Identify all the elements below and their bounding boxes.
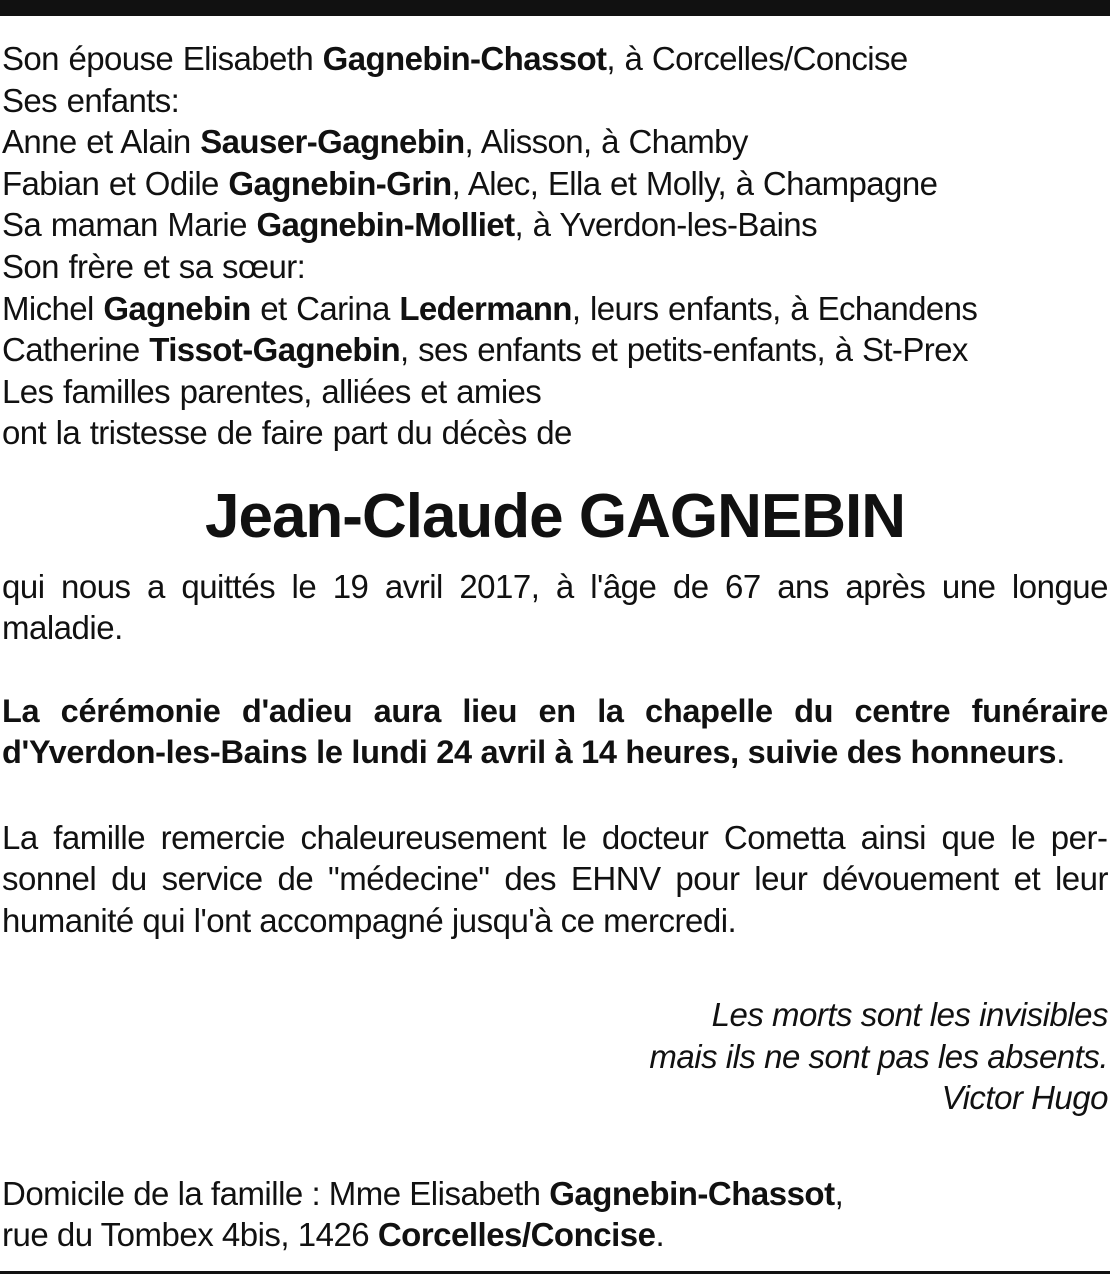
passing-text: qui nous a quittés le 19 avril 2017, à l'âge de 67 ans après une longue maladie.	[2, 567, 1108, 647]
family-line-spouse: Son épouse Elisabeth Gagnebin-Chassot, à Corcelles/Concise	[2, 40, 908, 77]
family-list	[2, 38, 1108, 454]
deceased-name: Jean-Claude GAGNEBIN	[204, 481, 906, 551]
top-rule	[0, 0, 1110, 16]
family-line-sister: Catherine Tissot-Gagnebin, ses enfants et petits-enfants, à St-Prex	[2, 331, 968, 369]
family-line-child-anne: Anne et Alain Sauser-Gagnebin, Alisson, à Chamby	[2, 123, 748, 161]
domicile	[2, 1173, 1108, 1256]
family-line-announcement: ont la tristesse de faire part du décès de	[2, 414, 572, 452]
ceremony-text: La cérémonie d'adieu aura lieu en la chapelle du centre funéraire d'Yverdon-les-Bains le lundi 24 avril à 14 heures, suivie des honneurs.	[2, 692, 1108, 771]
family-line-mother: Sa maman Marie Gagnebin-Molliet, à Yverdon-les-Bains	[2, 206, 817, 244]
quote-line-1: Les morts sont les invisibles	[711, 996, 1108, 1034]
family-line-relatives: Les familles parentes, alliées et amies	[2, 372, 542, 410]
domicile-line-2: rue du Tombex 4bis, 1426 Corcelles/Concise.	[2, 1216, 665, 1254]
thanks-text: La famille remercie chaleureusement le docteur Cometta ainsi que le personnel du service de "médecine" des EHNV pour leur dévouement et leur humanité qui l'ont accompagné jusqu'à ce mercredi.	[2, 818, 1108, 939]
obituary-notice	[2, 38, 1108, 1256]
family-line-children-heading: Ses enfants:	[2, 81, 180, 119]
family-line-brother: Michel Gagnebin et Carina Ledermann, leurs enfants, à Echandens	[2, 289, 978, 327]
quote	[2, 994, 1108, 1119]
bottom-rule	[0, 1271, 1110, 1274]
family-line-siblings-heading: Son frère et sa sœur:	[2, 247, 306, 285]
quote-line-2: mais ils ne sont pas les absents.	[649, 1037, 1108, 1075]
domicile-line-1: Domicile de la famille : Mme Elisabeth Gagnebin-Chassot,	[2, 1174, 844, 1212]
family-line-child-fabian: Fabian et Odile Gagnebin-Grin, Alec, Ella et Molly, à Champagne	[2, 164, 938, 202]
quote-author: Victor Hugo	[941, 1079, 1108, 1117]
